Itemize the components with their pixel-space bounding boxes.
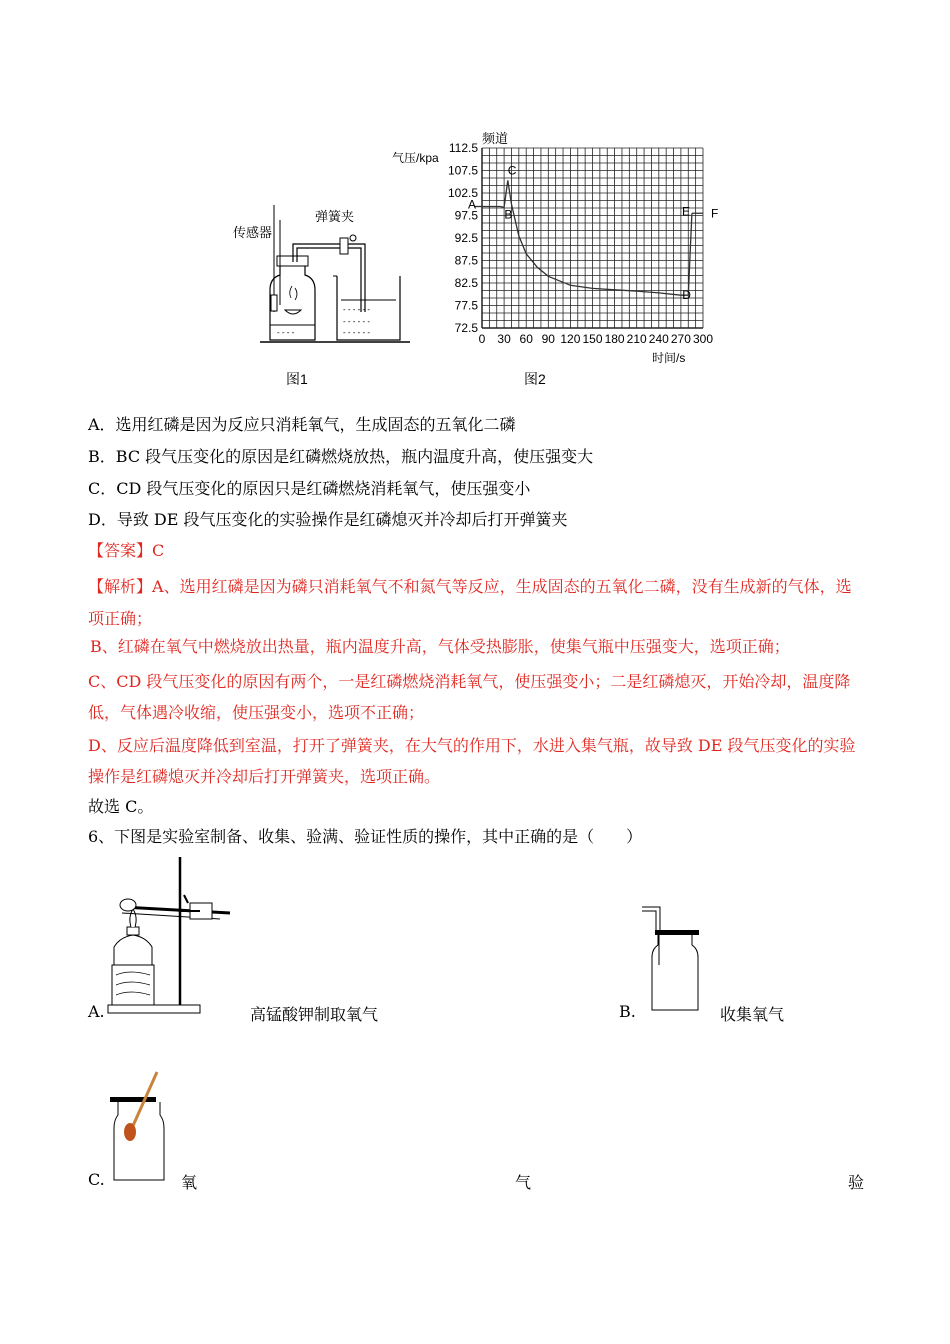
chart-y-label: 气压/kpa [392,151,439,165]
y-tick-label: 107.5 [447,163,478,178]
x-tick-label: 90 [541,332,555,346]
y-tick-label: 112.5 [448,141,478,155]
analysis-p1 [88,571,866,635]
q6-a-text: 高锰酸钾制取氧气 [250,1005,379,1024]
q6-c-text-3: 验 [848,1173,865,1192]
q6-b-text: 收集氧气 [720,1005,785,1024]
q6-c-text-1: 氧 [181,1173,198,1192]
x-tick-label: 0 [478,332,486,346]
option-b: B．BC 段气压变化的原因是红磷燃烧放热，瓶内温度升高，使压强变大 [88,447,594,466]
clamp-label: 弹簧夹 [315,209,355,224]
x-tick-label: 270 [670,332,691,346]
x-tick-label: 150 [582,332,603,346]
q6-stem: 6、下图是实验室制备、收集、验满、验证性质的操作，其中正确的是（ ） [88,827,643,846]
answer-line [88,540,164,562]
x-tick-labels [479,332,714,346]
analysis-p4: D、反应后温度降低到室温，打开了弹簧夹，在大气的作用下，水进入集气瓶，故导致 DE 段气压变化的实验操作是红磷熄灭并冷却后打开弹簧夹，选项正确。 [88,736,856,786]
point-label-c: C [507,163,517,178]
x-tick-label: 60 [519,332,533,346]
x-tick-label: 240 [648,332,669,346]
svg-text:- - - - - -: - - - - - - [343,305,371,314]
point-label-e: E [681,204,690,219]
y-tick-label: 87.5 [454,253,478,268]
option-c: C．CD 段气压变化的原因只是红磷燃烧消耗氧气，使压强变小 [88,479,531,498]
x-tick-label: 180 [604,332,625,346]
figure-1-caption: 图1 [286,371,308,387]
point-label-b: B [504,207,513,222]
answer-label: 【答案】 [88,541,153,560]
svg-text:- - - - - -: - - - - - - [343,328,371,337]
q6-a-label: A. [88,1002,105,1021]
y-tick-label: 92.5 [454,231,478,245]
figure-2-caption: 图2 [524,371,546,387]
answer-value: C [152,541,165,560]
point-label-f: F [711,206,719,221]
svg-text:- - - - - -: - - - - - - [343,317,371,326]
y-tick-label: 72.5 [454,321,478,335]
q6-b-label: B. [619,1002,636,1021]
pressure-chart [390,128,730,368]
q6-b-bottle [640,905,705,1015]
chart-x-label: 时间/s [652,351,686,365]
analysis-p2: B、红磷在氧气中燃烧放出热量，瓶内温度升高，气体受热膨胀，使集气瓶中压强变大，选项正确； [90,637,790,656]
analysis-label: 【解析】 [88,577,153,596]
q6-a-apparatus [100,855,240,1020]
y-tick-label: 97.5 [454,208,478,223]
q6-c-bottle [108,1070,178,1185]
x-tick-label: 300 [692,332,714,346]
q6-c-label: C. [88,1170,105,1189]
x-tick-label: 30 [497,332,511,346]
y-tick-label: 77.5 [454,298,478,313]
point-label-d: D [682,288,691,303]
point-label-a: A [468,197,477,212]
x-tick-label: 210 [626,332,647,346]
option-a: A．选用红磷是因为反应只消耗氧气，生成固态的五氧化二磷 [88,415,516,434]
q6-c-text-2: 气 [515,1173,532,1192]
analysis-p3: C、CD 段气压变化的原因有两个，一是红磷燃烧消耗氧气，使压强变小；二是红磷熄灭，开始冷却，温度降低，气体遇冷收缩，使压强变小，选项不正确； [88,672,851,722]
chart-channel-label: 频道 [482,131,509,146]
x-tick-label: 120 [560,332,581,346]
sensor-label: 传感器 [233,225,273,240]
y-tick-label: 102.5 [447,186,478,200]
y-tick-labels [448,141,478,335]
svg-text:- - - -: - - - - [277,328,295,337]
option-d: D．导致 DE 段气压变化的实验操作是红磷熄灭并冷却后打开弹簧夹 [88,510,568,529]
analysis-p1-text: A、选用红磷是因为磷只消耗氧气不和氮气等反应，生成固态的五氧化二磷，没有生成新的气体，选项正确； [88,577,852,628]
conclusion: 故选 C。 [88,797,154,816]
y-tick-label: 82.5 [454,276,478,290]
